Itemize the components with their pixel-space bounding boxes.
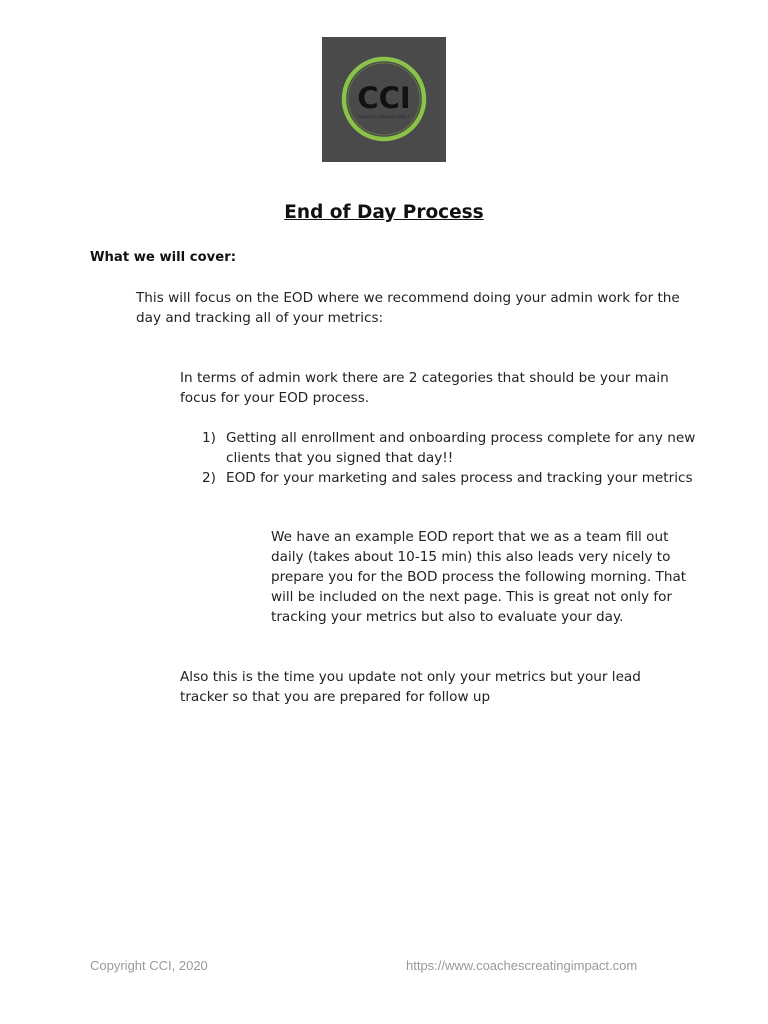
logo-graphic: [322, 37, 446, 162]
list-item: [202, 428, 698, 468]
list-item-text: Getting all enrollment and onboarding process complete for any new clients that you signed that day!!: [226, 430, 696, 466]
cci-logo: [322, 37, 446, 162]
list-item-text: EOD for your marketing and sales process and tracking your metrics: [226, 470, 693, 486]
footer-url[interactable]: https://www.coachescreatingimpact.com: [406, 958, 638, 973]
logo-tagline: COACHES CREATING IMPACT: [358, 115, 410, 119]
admin-intro-paragraph: In terms of admin work there are 2 categories that should be your main focus for your EOD process.: [180, 370, 669, 406]
list-item-number: 1): [202, 430, 216, 446]
intro-paragraph: This will focus on the EOD where we recommend doing your admin work for the day and tracking all of your metrics:: [136, 290, 680, 326]
category-list: [202, 428, 698, 488]
example-note-paragraph: We have an example EOD report that we as a team fill out daily (takes about 10-15 min) this also leads very nicely to prepare you for the BOD process the following morning. That will be included on the next page. This is great not only for tracking your metrics but also to evaluate your day.: [271, 529, 687, 625]
page-title: End of Day Process: [284, 202, 484, 223]
section-subheading: What we will cover:: [90, 250, 236, 265]
footer-copyright: Copyright CCI, 2020: [90, 958, 208, 973]
list-item-number: 2): [202, 470, 216, 486]
closing-paragraph: Also this is the time you update not only your metrics but your lead tracker so that you are prepared for follow up: [180, 669, 641, 705]
list-item: [202, 468, 698, 488]
logo-text: CCI: [357, 81, 411, 115]
